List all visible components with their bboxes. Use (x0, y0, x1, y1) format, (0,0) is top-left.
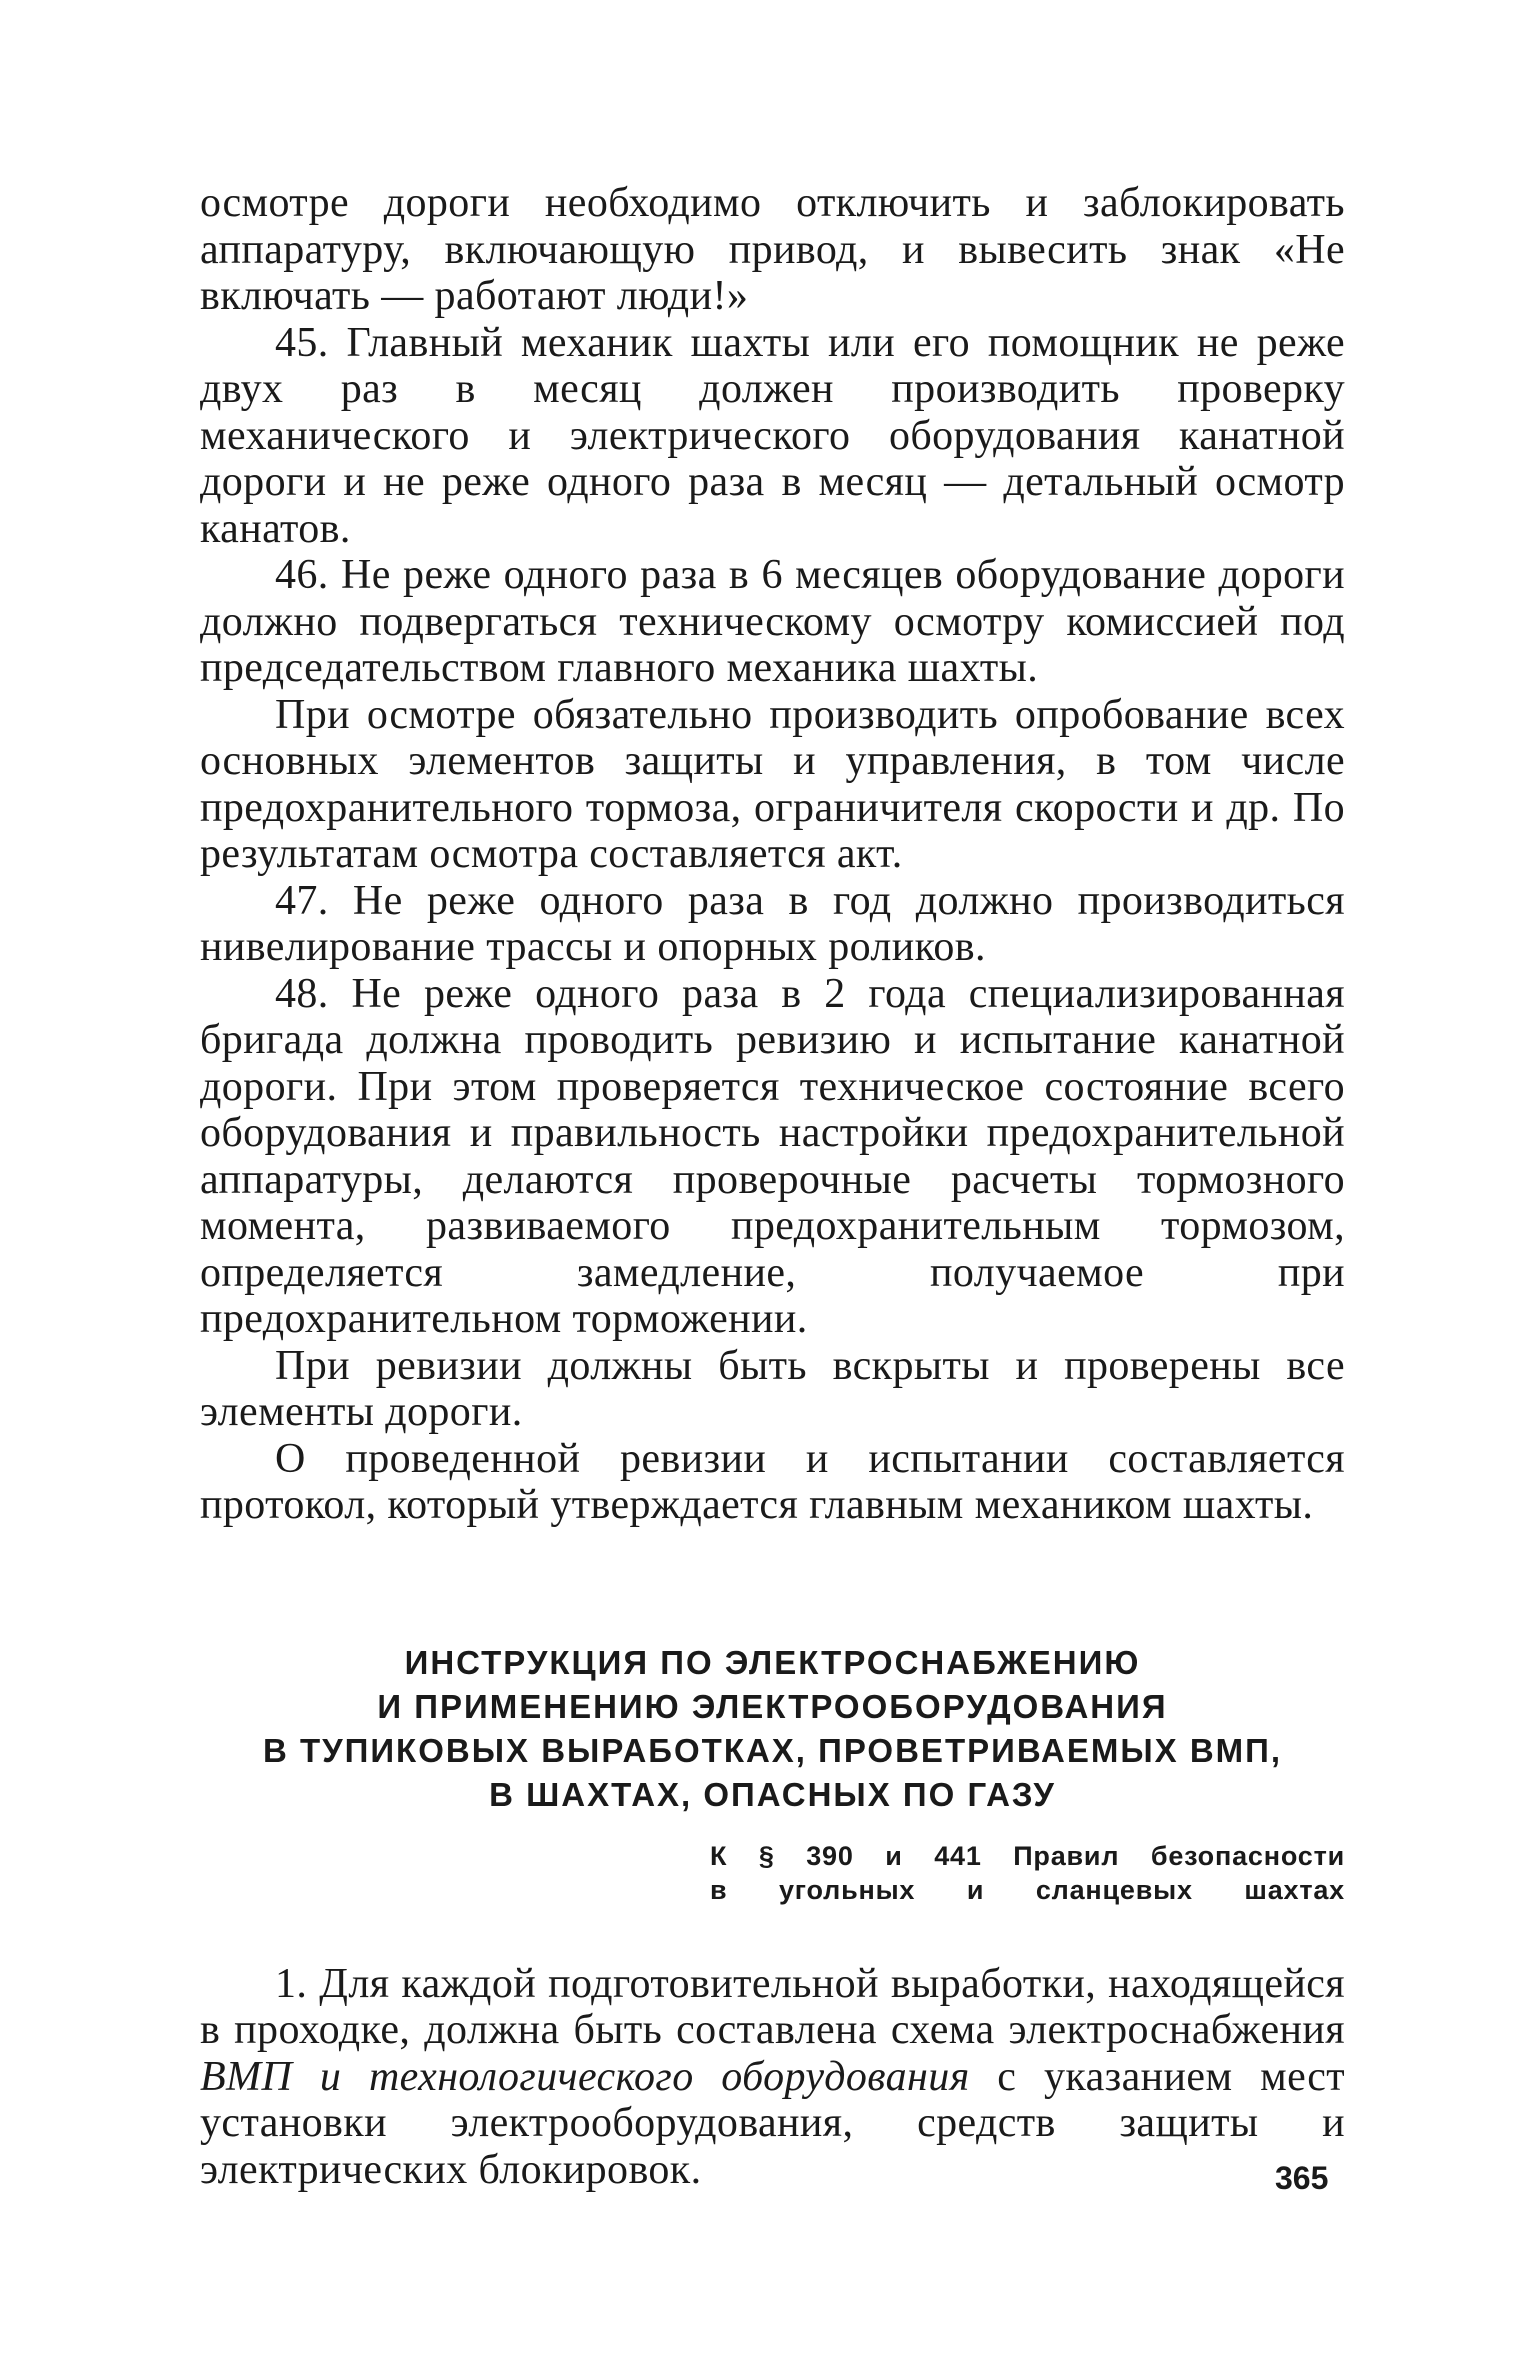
paragraph-48-protocol: О проведенной ревизии и испытании составляется протокол, который утверждается главным механиком шахты. (200, 1435, 1345, 1528)
heading-line: И ПРИМЕНЕНИЮ ЭЛЕКТРООБОРУДОВАНИЯ (377, 1687, 1168, 1725)
paragraph-45: 45. Главный механик шахты или его помощник не реже двух раз в месяц должен производить проверку механического и электрического оборудования канатной дороги и не реже одного раза в месяц — детальный осмотр канатов. (200, 319, 1345, 552)
paragraph-text: с указанием мест установки электрооборудования, средств защиты и электрических блокировок. (200, 2053, 1345, 2193)
page-content (200, 180, 1345, 2193)
reference-line: в угольных и сланцевых шахтах (710, 1874, 1345, 1905)
paragraph-46-inspection: При осмотре обязательно производить опробование всех основных элементов защиты и управления, в том числе предохранительного тормоза, ограничителя скорости и др. По результатам осмотра составляется акт. (200, 691, 1345, 877)
rules-reference (710, 1839, 1345, 1907)
paragraph-47: 47. Не реже одного раза в год должно производиться нивелирование трассы и опорных роликов. (200, 877, 1345, 970)
paragraph-46: 46. Не реже одного раза в 6 месяцев оборудование дороги должно подвергаться техническому осмотру комиссией под председательством главного механика шахты. (200, 552, 1345, 691)
instruction-paragraph-1 (200, 1961, 1345, 2194)
section-heading (200, 1641, 1345, 1817)
section-body (200, 1961, 1345, 2194)
reference-line: К § 390 и 441 Правил безопасности (710, 1840, 1345, 1871)
heading-line: ИНСТРУКЦИЯ ПО ЭЛЕКТРОСНАБЖЕНИЮ (404, 1643, 1141, 1681)
body-text (200, 180, 1345, 1529)
page-number: 365 (1275, 2160, 1329, 2196)
heading-line: В ШАХТАХ, ОПАСНЫХ ПО ГАЗУ (489, 1775, 1056, 1813)
heading-line: В ТУПИКОВЫХ ВЫРАБОТКАХ, ПРОВЕТРИВАЕМЫХ ВМП, (262, 1731, 1283, 1769)
paragraph-48-revision: При ревизии должны быть вскрыты и проверены все элементы дороги. (200, 1342, 1345, 1435)
paragraph-text: 1. Для каждой подготовительной выработки, находящейся в проходке, должна быть составлена схема электроснабжения (200, 1960, 1345, 2053)
paragraph-48: 48. Не реже одного раза в 2 года специализированная бригада должна проводить ревизию и испытание канатной дороги. При этом проверяется техническое состояние всего оборудования и правильность настройки предохранительной аппаратуры, делаются проверочные расчеты тормозного момента, развиваемого предохранительным тормозом, определяется замедление, получаемое при предохранительном торможении. (200, 970, 1345, 1342)
paragraph-continuation: осмотре дороги необходимо отключить и заблокировать аппаратуру, включающую привод, и вывесить знак «Не включать — работают люди!» (200, 180, 1345, 319)
italic-text: ВМП и технологического оборудования (200, 2053, 970, 2100)
